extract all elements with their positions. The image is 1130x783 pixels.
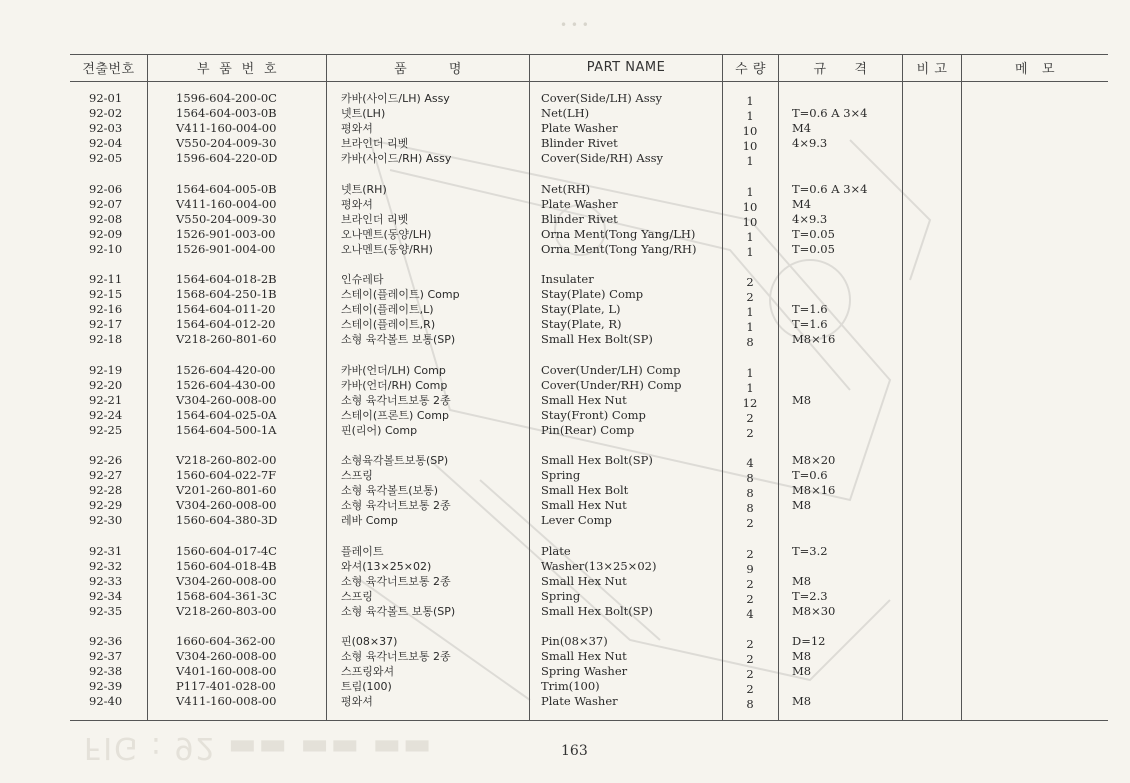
english-name-cell: Plate Washer — [541, 694, 618, 708]
quantity-cell: 1 — [746, 109, 754, 123]
korean-name-cell: 소형 육각볼트(보통) — [341, 484, 439, 497]
spec-cell: 4×9.3 — [792, 136, 828, 150]
spec-cell: T=2.3 — [792, 588, 828, 603]
part-number-cell: V401-160-008-00 — [176, 664, 277, 678]
part-number-cell: V550-204-009-30 — [176, 136, 277, 150]
part-no-cell: 92-40 — [89, 694, 123, 708]
korean-name-cell: 평와셔 — [341, 197, 373, 211]
spec-cell: M8 — [792, 694, 812, 708]
part-no-cell: 92-07 — [89, 196, 123, 211]
english-name-cell: Small Hex Bolt(SP) — [541, 603, 653, 618]
spec-cell: M4 — [792, 121, 812, 135]
part-no-cell: 92-02 — [89, 106, 123, 120]
korean-name-cell: 카바(사이드/RH) Assy — [341, 152, 452, 165]
korean-name-cell: 넷트(RH) — [341, 182, 387, 196]
header-qty: 수 량 — [735, 62, 766, 77]
korean-name-cell: 오나멘트(동양/RH) — [341, 242, 433, 256]
spec-cell — [792, 423, 898, 438]
korean-name-cell: 플레이트 — [341, 544, 384, 558]
korean-name-cell: 인슈레타 — [341, 273, 384, 286]
english-name-cell: Small Hex Nut — [541, 573, 627, 588]
part-no-cell: 92-18 — [89, 332, 123, 346]
spec-cell: M8 — [792, 498, 812, 512]
english-name-cell: Small Hex Nut — [541, 392, 627, 407]
part-no-cell: 92-26 — [89, 453, 123, 467]
quantity-cell: 2 — [746, 637, 754, 651]
spec-cell: T=0.05 — [792, 241, 835, 256]
spec-cell — [792, 363, 898, 378]
quantity-cell: 2 — [746, 425, 754, 440]
korean-name-cell: 카바(사이드/LH) Assy — [341, 92, 450, 105]
part-no-cell: 92-31 — [89, 543, 123, 558]
spec-cell — [792, 513, 898, 528]
spec-cell: T=0.6 — [792, 468, 828, 482]
spec-cell — [792, 91, 898, 106]
header-part-no: 부 품 번 호 — [196, 62, 278, 77]
part-no-cell: 92-38 — [89, 664, 123, 678]
part-number-cell: 1564-604-500-1A — [176, 422, 277, 437]
quantity-cell: 1 — [746, 94, 754, 108]
english-name-cell: Trim(100) — [541, 679, 600, 693]
korean-name-cell: 핀(리어) Comp — [341, 423, 418, 437]
part-number-cell: V411-160-008-00 — [176, 694, 277, 708]
part-no-cell: 92-34 — [89, 588, 123, 603]
korean-name-cell: 평와셔 — [341, 122, 373, 135]
english-name-cell: Lever Comp — [541, 513, 612, 527]
part-no-cell: 92-05 — [89, 151, 123, 165]
part-number-cell: 1526-901-003-00 — [176, 226, 276, 241]
header-memo: 메 모 — [1014, 62, 1055, 77]
english-name-cell: Cover(Under/RH) Comp — [541, 377, 682, 392]
table-bottom-border — [70, 720, 1108, 721]
part-no-cell: 92-36 — [89, 634, 123, 648]
part-no-cell: 92-30 — [89, 513, 123, 527]
spec-cell: D=12 — [792, 634, 826, 648]
part-no-cell: 92-10 — [89, 241, 123, 256]
quantity-cell: 8 — [746, 335, 754, 349]
english-name-cell: Net(LH) — [541, 106, 590, 120]
spec-cell: T=1.6 — [792, 302, 828, 316]
quantity-cell: 2 — [746, 652, 754, 666]
quantity-cell: 8 — [746, 486, 754, 500]
part-no-cell: 92-24 — [89, 407, 123, 422]
quantity-cell: 8 — [746, 471, 754, 485]
part-no-cell: 92-27 — [89, 468, 123, 482]
korean-name-cell: 스테이(플레이트,R) — [341, 318, 436, 331]
english-name-cell: Insulater — [541, 272, 594, 286]
english-name-cell: Small Hex Nut — [541, 649, 627, 663]
part-number-cell: 1560-604-017-4C — [176, 543, 277, 558]
quantity-cell: 2 — [746, 410, 754, 425]
part-number-cell: 1526-604-430-00 — [176, 377, 276, 392]
bleed-through-mark: • • • — [560, 18, 589, 32]
english-name-cell: Stay(Front) Comp — [541, 407, 646, 422]
bleed-through-caption: FIG : 92 ▬▬ ▬▬ ▬▬ — [84, 730, 434, 765]
part-number-cell: V304-260-008-00 — [176, 498, 277, 512]
column-divider — [722, 54, 723, 720]
part-number-cell: 1564-604-011-20 — [176, 302, 276, 316]
part-number-cell: V218-260-802-00 — [176, 453, 277, 467]
part-no-cell: 92-28 — [89, 483, 123, 497]
english-name-cell: Small Hex Bolt — [541, 483, 629, 497]
quantity-cell: 4 — [746, 456, 754, 470]
part-number-cell: V550-204-009-30 — [176, 211, 277, 226]
quantity-cell: 2 — [746, 275, 754, 289]
quantity-cell: 4 — [746, 606, 754, 621]
korean-name-cell: 소형 육각너트보통 2종 — [341, 499, 451, 512]
korean-name-cell: 소형 육각너트보통 2종 — [341, 650, 451, 663]
english-name-cell: Orna Ment(Tong Yang/LH) — [541, 226, 696, 241]
part-no-cell: 92-16 — [89, 302, 123, 316]
english-name-cell: Washer(13×25×02) — [541, 558, 657, 573]
part-number-cell: 1560-604-018-4B — [176, 558, 277, 573]
quantity-cell: 1 — [746, 184, 754, 199]
korean-name-cell: 소형 육각볼트 보통(SP) — [341, 604, 456, 618]
quantity-cell: 2 — [746, 682, 754, 696]
part-number-cell: 1660-604-362-00 — [176, 634, 276, 648]
spec-cell — [792, 151, 898, 166]
english-name-cell: Net(RH) — [541, 181, 591, 196]
part-no-cell: 92-06 — [89, 181, 123, 196]
page-number: 163 — [561, 743, 588, 759]
korean-name-cell: 소형육각볼트보통(SP) — [341, 454, 449, 467]
spec-cell: M8×30 — [792, 603, 836, 618]
english-name-cell: Plate Washer — [541, 196, 618, 211]
spec-cell: T=3.2 — [792, 543, 828, 558]
part-number-cell: 1560-604-022-7F — [176, 468, 277, 482]
english-name-cell: Cover(Side/LH) Assy — [541, 91, 663, 105]
spec-cell — [792, 378, 898, 393]
header-no: 견출번호 — [82, 62, 135, 77]
english-name-cell: Pin(08×37) — [541, 634, 608, 648]
part-number-cell: 1564-604-005-0B — [176, 181, 277, 196]
quantity-cell: 2 — [746, 591, 754, 606]
spec-cell: T=0.6 A 3×4 — [792, 106, 868, 120]
quantity-cell: 1 — [746, 320, 754, 334]
part-no-cell: 92-03 — [89, 121, 123, 135]
english-name-cell: Blinder Rivet — [541, 136, 618, 150]
part-no-cell: 92-29 — [89, 498, 123, 512]
english-name-cell: Cover(Under/LH) Comp — [541, 362, 681, 377]
korean-name-cell: 스테이(플레이트,L) — [341, 303, 434, 316]
part-no-cell: 92-04 — [89, 136, 123, 150]
part-number-cell: V304-260-008-00 — [176, 573, 277, 588]
part-number-cell: 1568-604-250-1B — [176, 287, 277, 301]
quantity-cell: 1 — [746, 365, 754, 380]
korean-name-cell: 와셔(13×25×02) — [341, 559, 432, 573]
part-no-cell: 92-09 — [89, 226, 123, 241]
korean-name-cell: 스프링와셔 — [341, 665, 395, 678]
spec-cell — [792, 272, 898, 287]
part-no-cell: 92-01 — [89, 91, 123, 105]
part-number-cell: V304-260-008-00 — [176, 649, 277, 663]
korean-name-cell: 브라인더 리벳 — [341, 137, 409, 150]
spec-cell — [792, 559, 898, 574]
column-divider — [902, 54, 903, 720]
quantity-cell: 2 — [746, 290, 754, 304]
spec-cell: T=0.05 — [792, 226, 835, 241]
quantity-cell: 2 — [746, 516, 754, 530]
part-number-cell: 1564-604-012-20 — [176, 317, 276, 331]
part-number-cell: 1564-604-025-0A — [176, 407, 277, 422]
korean-name-cell: 소형 육각너트보통 2종 — [341, 574, 451, 588]
quantity-cell: 1 — [746, 154, 754, 168]
english-name-cell: Plate Washer — [541, 121, 618, 135]
part-no-cell: 92-33 — [89, 573, 123, 588]
korean-name-cell: 넷트(LH) — [341, 107, 386, 120]
part-number-cell: 1568-604-361-3C — [176, 588, 277, 603]
column-divider — [326, 54, 327, 720]
part-no-cell: 92-19 — [89, 362, 123, 377]
korean-name-cell: 카바(언더/RH) Comp — [341, 378, 448, 392]
spec-cell: 4×9.3 — [792, 211, 828, 226]
spec-cell: T=1.6 — [792, 317, 828, 331]
spec-cell: M8 — [792, 664, 812, 678]
quantity-cell: 10 — [742, 139, 758, 153]
part-no-cell: 92-15 — [89, 287, 123, 301]
quantity-cell: 1 — [746, 244, 754, 259]
part-number-cell: 1596-604-200-0C — [176, 91, 277, 105]
korean-name-cell: 스프링 — [341, 469, 373, 482]
quantity-cell: 1 — [746, 380, 754, 395]
part-no-cell: 92-17 — [89, 317, 123, 331]
korean-name-cell: 스테이(플레이트) Comp — [341, 288, 460, 301]
english-name-cell: Spring — [541, 588, 581, 603]
header-name-kr: 품 명 — [394, 62, 462, 77]
korean-name-cell: 소형 육각볼트 보통(SP) — [341, 333, 456, 346]
part-number-cell: V304-260-008-00 — [176, 392, 277, 407]
quantity-cell: 10 — [742, 124, 758, 138]
korean-name-cell: 레바 Comp — [341, 514, 398, 527]
column-divider — [961, 54, 962, 720]
english-name-cell: Small Hex Nut — [541, 498, 627, 512]
part-number-cell: 1526-604-420-00 — [176, 362, 276, 377]
header-remark: 비 고 — [916, 62, 948, 77]
part-no-cell: 92-39 — [89, 679, 123, 693]
part-no-cell: 92-08 — [89, 211, 123, 226]
part-number-cell: 1526-901-004-00 — [176, 241, 276, 256]
part-no-cell: 92-21 — [89, 392, 123, 407]
part-number-cell: 1560-604-380-3D — [176, 513, 278, 527]
spec-cell: M8×16 — [792, 332, 836, 346]
spec-cell — [792, 679, 898, 694]
quantity-cell: 10 — [742, 214, 758, 229]
spec-cell: M8 — [792, 392, 812, 407]
korean-name-cell: 핀(08×37) — [341, 635, 398, 648]
korean-name-cell: 소형 육각너트보통 2종 — [341, 393, 451, 407]
english-name-cell: Stay(Plate, L) — [541, 302, 621, 316]
quantity-cell: 12 — [742, 395, 758, 410]
quantity-cell: 9 — [746, 561, 754, 576]
quantity-cell: 10 — [742, 199, 758, 214]
spec-cell: T=0.6 A 3×4 — [792, 181, 868, 196]
quantity-cell: 8 — [746, 501, 754, 515]
english-name-cell: Blinder Rivet — [541, 211, 618, 226]
quantity-cell: 8 — [746, 697, 754, 711]
spec-cell: M4 — [792, 196, 812, 211]
korean-name-cell: 카바(언더/LH) Comp — [341, 363, 446, 377]
korean-name-cell: 스테이(프론트) Comp — [341, 408, 449, 422]
quantity-cell: 2 — [746, 546, 754, 561]
quantity-cell: 2 — [746, 576, 754, 591]
spec-cell: M8×20 — [792, 453, 836, 467]
part-no-cell: 92-11 — [89, 272, 123, 286]
english-name-cell: Pin(Rear) Comp — [541, 422, 635, 437]
spec-cell: M8 — [792, 573, 812, 588]
spec-cell — [792, 287, 898, 302]
english-name-cell: Spring Washer — [541, 664, 628, 678]
english-name-cell: Plate — [541, 543, 571, 558]
english-name-cell: Small Hex Bolt(SP) — [541, 453, 653, 467]
english-name-cell: Cover(Side/RH) Assy — [541, 151, 664, 165]
header-part-name: PART NAME — [586, 60, 666, 75]
column-divider — [778, 54, 779, 720]
quantity-cell: 1 — [746, 229, 754, 244]
part-number-cell: 1564-604-003-0B — [176, 106, 277, 120]
part-number-cell: 1596-604-220-0D — [176, 151, 278, 165]
korean-name-cell: 오나멘트(동양/LH) — [341, 227, 432, 241]
part-no-cell: 92-35 — [89, 603, 123, 618]
spec-cell: M8 — [792, 649, 812, 663]
quantity-cell: 1 — [746, 305, 754, 319]
part-no-cell: 92-20 — [89, 377, 123, 392]
part-number-cell: V218-260-801-60 — [176, 332, 277, 346]
part-number-cell: V218-260-803-00 — [176, 603, 277, 618]
part-no-cell: 92-32 — [89, 558, 123, 573]
korean-name-cell: 평와셔 — [341, 695, 373, 708]
quantity-cell: 2 — [746, 667, 754, 681]
korean-name-cell: 트림(100) — [341, 680, 392, 693]
korean-name-cell: 브라인더 리벳 — [341, 212, 409, 226]
spec-cell — [792, 408, 898, 423]
part-no-cell: 92-37 — [89, 649, 123, 663]
english-name-cell: Small Hex Bolt(SP) — [541, 332, 653, 346]
english-name-cell: Stay(Plate) Comp — [541, 287, 644, 301]
part-number-cell: V411-160-004-00 — [176, 121, 277, 135]
header-spec: 규 격 — [813, 62, 868, 77]
table-header-border — [70, 81, 1108, 82]
spec-cell: M8×16 — [792, 483, 836, 497]
english-name-cell: Spring — [541, 468, 581, 482]
part-number-cell: V201-260-801-60 — [176, 483, 277, 497]
part-number-cell: P117-401-028-00 — [176, 679, 276, 693]
english-name-cell: Orna Ment(Tong Yang/RH) — [541, 241, 697, 256]
part-number-cell: V411-160-004-00 — [176, 196, 277, 211]
korean-name-cell: 스프링 — [341, 589, 373, 603]
english-name-cell: Stay(Plate, R) — [541, 317, 622, 331]
part-no-cell: 92-25 — [89, 422, 123, 437]
part-number-cell: 1564-604-018-2B — [176, 272, 277, 286]
